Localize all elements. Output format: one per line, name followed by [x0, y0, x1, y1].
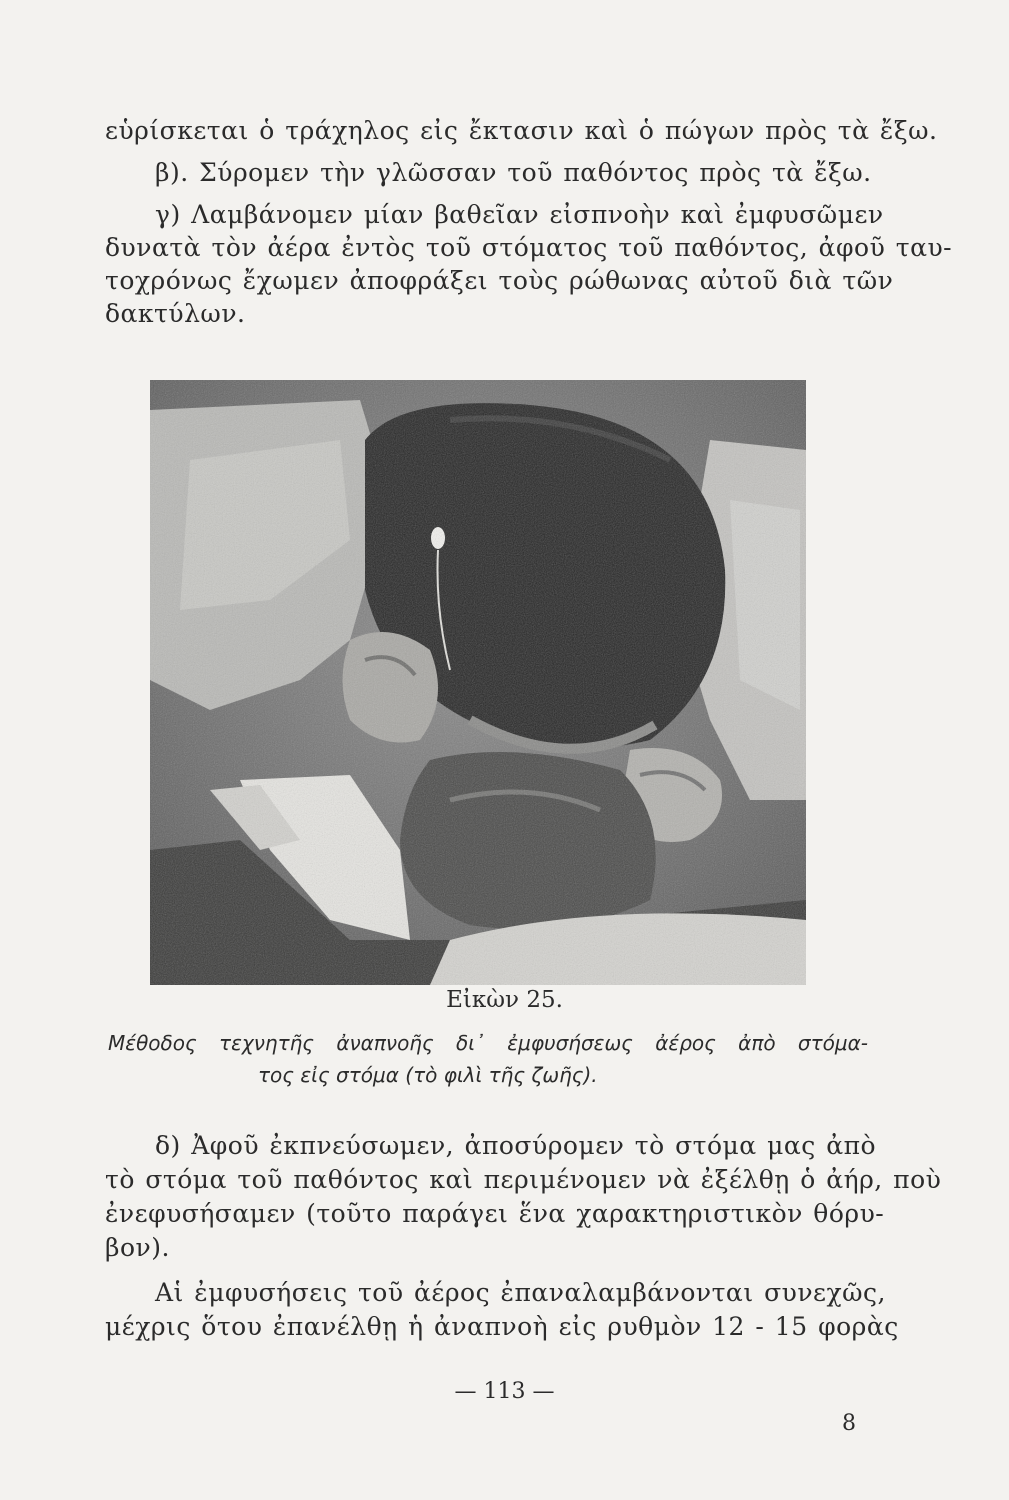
top-paragraphs	[105, 115, 953, 329]
step-b-line: β). Σύρομεν τὴν γλῶσσαν τοῦ παθόντος πρὸς τὰ ἔξω.	[155, 158, 872, 187]
text-line: μέχρις ὅτου ἐπανέλθῃ ἡ ἀναπνοὴ εἰς ρυθμὸν 12 - 15 φορὰς	[105, 1312, 899, 1341]
caption-line: τος εἰς στόμα (τὸ φιλὶ τῆς ζωῆς).	[258, 1063, 598, 1087]
step-d-line: δ) Ἀφοῦ ἐκπνεύσωμεν, ἀποσύρομεν τὸ στόμα μας ἀπὸ	[155, 1131, 877, 1160]
bottom-paragraphs	[105, 1130, 942, 1342]
text-line: Αἱ ἐμφυσήσεις τοῦ ἀέρος ἐπαναλαμβάνονται συνεχῶς,	[155, 1278, 886, 1307]
step-c-line: γ) Λαμβάνομεν μίαν βαθεῖαν εἰσπνοὴν καὶ ἐμφυσῶμεν	[155, 200, 884, 229]
signature-mark: 8	[842, 1411, 856, 1436]
figure-caption	[108, 1027, 868, 1091]
text-line: δακτύλων.	[105, 299, 246, 328]
photo-illustration	[150, 380, 806, 985]
text-line: εὑρίσκεται ὁ τράχηλος εἰς ἔκτασιν καὶ ὁ πώγων πρὸς τὰ ἔξω.	[105, 116, 938, 145]
page-number: — 113 —	[454, 1379, 555, 1404]
figure-photograph	[150, 380, 806, 985]
text-line: βον).	[105, 1233, 170, 1262]
figure-title: Εἰκὼν 25.	[446, 987, 563, 1013]
text-line: δυνατὰ τὸν ἀέρα ἐντὸς τοῦ στόματος τοῦ παθόντος, ἀφοῦ ταυ-	[105, 233, 953, 262]
text-line: τὸ στόμα τοῦ παθόντος καὶ περιμένομεν νὰ ἐξέλθῃ ὁ ἀήρ, ποὺ	[105, 1165, 942, 1194]
caption-line: Μέθοδος τεχνητῆς ἀναπνοῆς δι᾽ ἐμφυσήσεως ἀέρος ἀπὸ στόμα-	[108, 1031, 868, 1055]
text-line: τοχρόνως ἔχωμεν ἀποφράξει τοὺς ρώθωνας αὐτοῦ διὰ τῶν	[105, 266, 894, 295]
text-line: ἐνεφυσήσαμεν (τοῦτο παράγει ἕνα χαρακτηριστικὸν θόρυ-	[105, 1199, 885, 1228]
